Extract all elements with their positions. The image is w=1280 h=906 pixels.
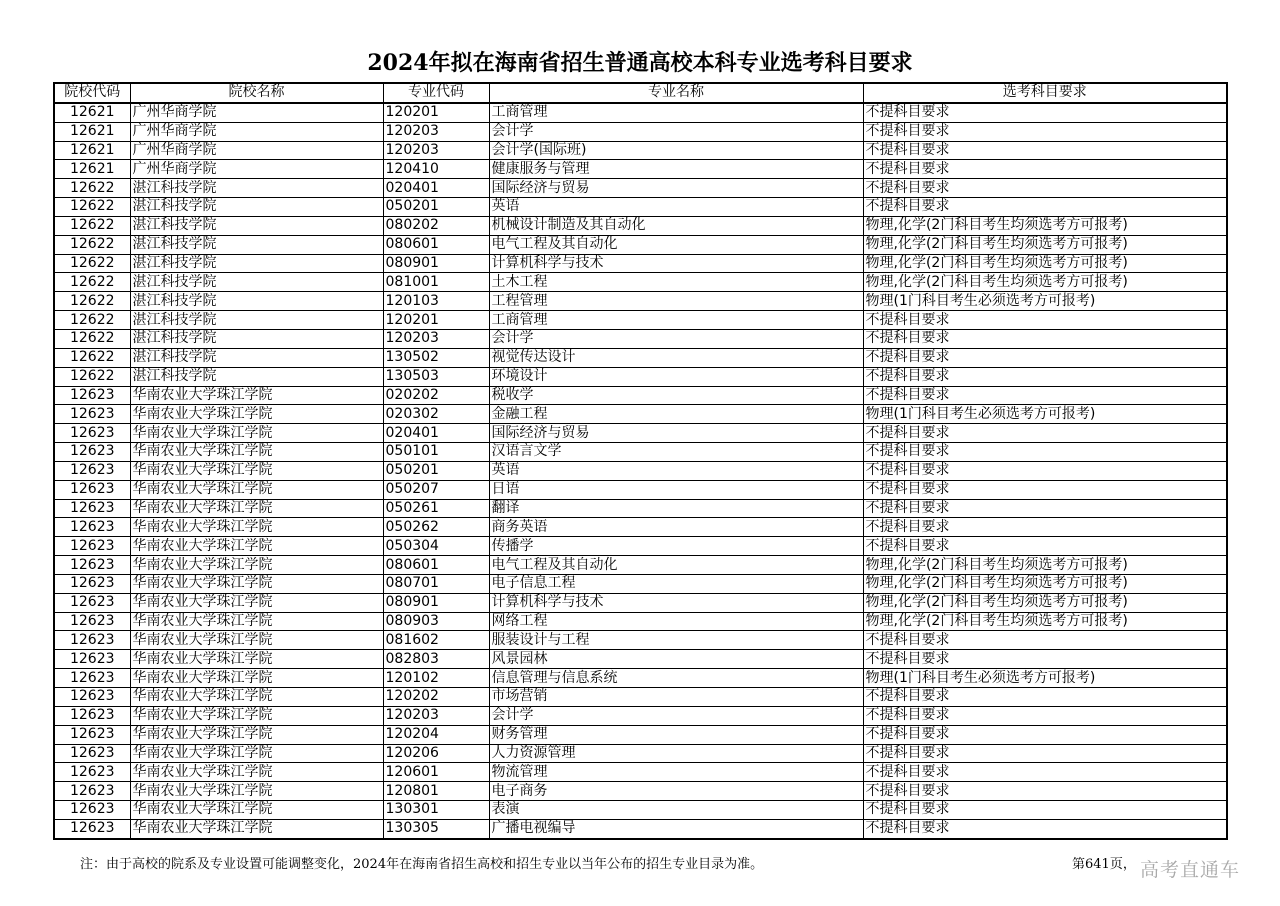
school-code-cell: 12623 <box>54 612 130 631</box>
major-name-cell: 商务英语 <box>489 518 863 537</box>
table-row <box>54 650 1227 669</box>
major-name-cell: 工程管理 <box>489 292 863 311</box>
page-number: 第641页， <box>1072 857 1136 872</box>
subject-requirement-cell: 物理,化学(2门科目考生均须选考方可报考) <box>863 556 1227 575</box>
major-code-cell: 080901 <box>383 593 489 612</box>
school-name-cell: 湛江科技学院 <box>130 311 383 330</box>
header-major-name: 专业名称 <box>489 83 863 103</box>
major-code-cell: 050261 <box>383 499 489 518</box>
major-name-cell: 机械设计制造及其自动化 <box>489 216 863 235</box>
school-name-cell: 华南农业大学珠江学院 <box>130 480 383 499</box>
subject-requirement-cell: 不提科目要求 <box>863 122 1227 141</box>
table-row <box>54 424 1227 443</box>
school-name-cell: 广州华商学院 <box>130 141 383 160</box>
subject-requirement-cell: 不提科目要求 <box>863 443 1227 462</box>
major-name-cell: 会计学 <box>489 329 863 348</box>
school-code-cell: 12621 <box>54 122 130 141</box>
school-name-cell: 华南农业大学珠江学院 <box>130 424 383 443</box>
subject-requirement-cell: 不提科目要求 <box>863 688 1227 707</box>
school-code-cell: 12622 <box>54 254 130 273</box>
school-code-cell: 12623 <box>54 386 130 405</box>
major-name-cell: 人力资源管理 <box>489 744 863 763</box>
school-name-cell: 湛江科技学院 <box>130 254 383 273</box>
major-name-cell: 电子信息工程 <box>489 574 863 593</box>
school-name-cell: 华南农业大学珠江学院 <box>130 405 383 424</box>
subject-requirement-cell: 不提科目要求 <box>863 179 1227 198</box>
table-row <box>54 160 1227 179</box>
table-row <box>54 311 1227 330</box>
subject-requirement-cell: 物理(1门科目考生必须选考方可报考) <box>863 292 1227 311</box>
major-name-cell: 日语 <box>489 480 863 499</box>
subject-requirement-cell: 物理,化学(2门科目考生均须选考方可报考) <box>863 254 1227 273</box>
subject-requirement-cell: 不提科目要求 <box>863 348 1227 367</box>
subject-requirement-cell: 物理,化学(2门科目考生均须选考方可报考) <box>863 574 1227 593</box>
school-code-cell: 12622 <box>54 348 130 367</box>
major-code-cell: 120203 <box>383 329 489 348</box>
major-code-cell: 081001 <box>383 273 489 292</box>
major-name-cell: 计算机科学与技术 <box>489 254 863 273</box>
subject-requirement-cell: 不提科目要求 <box>863 160 1227 179</box>
table-row <box>54 537 1227 556</box>
major-code-cell: 080701 <box>383 574 489 593</box>
major-code-cell: 050201 <box>383 198 489 217</box>
major-code-cell: 050262 <box>383 518 489 537</box>
school-code-cell: 12621 <box>54 141 130 160</box>
school-name-cell: 华南农业大学珠江学院 <box>130 443 383 462</box>
school-code-cell: 12623 <box>54 556 130 575</box>
school-code-cell: 12623 <box>54 631 130 650</box>
subject-requirement-cell: 不提科目要求 <box>863 725 1227 744</box>
school-code-cell: 12623 <box>54 669 130 688</box>
table-row <box>54 574 1227 593</box>
table-row <box>54 386 1227 405</box>
school-code-cell: 12623 <box>54 706 130 725</box>
subject-requirement-cell: 不提科目要求 <box>863 537 1227 556</box>
school-code-cell: 12623 <box>54 801 130 820</box>
major-code-cell: 120601 <box>383 763 489 782</box>
table-row <box>54 292 1227 311</box>
table-row <box>54 669 1227 688</box>
school-name-cell: 广州华商学院 <box>130 160 383 179</box>
school-name-cell: 华南农业大学珠江学院 <box>130 537 383 556</box>
major-code-cell: 120801 <box>383 782 489 801</box>
major-code-cell: 120203 <box>383 706 489 725</box>
subject-requirement-cell: 不提科目要求 <box>863 782 1227 801</box>
table-row <box>54 763 1227 782</box>
table-row <box>54 443 1227 462</box>
subject-requirement-cell: 物理(1门科目考生必须选考方可报考) <box>863 405 1227 424</box>
subject-requirement-cell: 不提科目要求 <box>863 103 1227 122</box>
school-code-cell: 12623 <box>54 537 130 556</box>
major-name-cell: 风景园林 <box>489 650 863 669</box>
major-name-cell: 会计学 <box>489 706 863 725</box>
school-code-cell: 12623 <box>54 443 130 462</box>
school-code-cell: 12621 <box>54 103 130 122</box>
school-name-cell: 华南农业大学珠江学院 <box>130 744 383 763</box>
school-name-cell: 华南农业大学珠江学院 <box>130 386 383 405</box>
major-code-cell: 050207 <box>383 480 489 499</box>
table-row <box>54 329 1227 348</box>
school-code-cell: 12622 <box>54 292 130 311</box>
major-code-cell: 120102 <box>383 669 489 688</box>
school-name-cell: 华南农业大学珠江学院 <box>130 612 383 631</box>
school-code-cell: 12623 <box>54 405 130 424</box>
school-code-cell: 12623 <box>54 499 130 518</box>
subject-requirement-cell: 不提科目要求 <box>863 367 1227 386</box>
table-row <box>54 593 1227 612</box>
major-code-cell: 130502 <box>383 348 489 367</box>
subject-requirement-cell: 不提科目要求 <box>863 424 1227 443</box>
school-code-cell: 12623 <box>54 763 130 782</box>
subject-requirement-cell: 不提科目要求 <box>863 631 1227 650</box>
school-name-cell: 华南农业大学珠江学院 <box>130 631 383 650</box>
school-name-cell: 华南农业大学珠江学院 <box>130 461 383 480</box>
table-row <box>54 801 1227 820</box>
major-name-cell: 金融工程 <box>489 405 863 424</box>
major-code-cell: 120410 <box>383 160 489 179</box>
major-code-cell: 020302 <box>383 405 489 424</box>
subject-requirement-cell: 不提科目要求 <box>863 819 1227 838</box>
major-name-cell: 传播学 <box>489 537 863 556</box>
major-code-cell: 020401 <box>383 424 489 443</box>
school-name-cell: 广州华商学院 <box>130 122 383 141</box>
page-title: 2024年拟在海南省招生普通高校本科专业选考科目要求 <box>367 50 913 76</box>
table-row <box>54 688 1227 707</box>
school-name-cell: 华南农业大学珠江学院 <box>130 782 383 801</box>
school-name-cell: 华南农业大学珠江学院 <box>130 518 383 537</box>
school-name-cell: 湛江科技学院 <box>130 348 383 367</box>
table-row <box>54 235 1227 254</box>
school-code-cell: 12623 <box>54 725 130 744</box>
major-code-cell: 120201 <box>383 311 489 330</box>
school-code-cell: 12623 <box>54 518 130 537</box>
major-code-cell: 082803 <box>383 650 489 669</box>
school-name-cell: 湛江科技学院 <box>130 179 383 198</box>
subject-requirement-cell: 不提科目要求 <box>863 329 1227 348</box>
major-code-cell: 080901 <box>383 254 489 273</box>
school-code-cell: 12622 <box>54 216 130 235</box>
school-name-cell: 湛江科技学院 <box>130 235 383 254</box>
school-name-cell: 华南农业大学珠江学院 <box>130 819 383 838</box>
major-code-cell: 120201 <box>383 103 489 122</box>
header-subject-requirement: 选考科目要求 <box>863 83 1227 103</box>
major-code-cell: 120203 <box>383 141 489 160</box>
major-name-cell: 广播电视编导 <box>489 819 863 838</box>
major-name-cell: 财务管理 <box>489 725 863 744</box>
major-name-cell: 会计学(国际班) <box>489 141 863 160</box>
school-code-cell: 12623 <box>54 688 130 707</box>
major-code-cell: 080202 <box>383 216 489 235</box>
table-row <box>54 518 1227 537</box>
major-name-cell: 视觉传达设计 <box>489 348 863 367</box>
major-name-cell: 翻译 <box>489 499 863 518</box>
school-code-cell: 12623 <box>54 480 130 499</box>
school-name-cell: 华南农业大学珠江学院 <box>130 556 383 575</box>
major-name-cell: 汉语言文学 <box>489 443 863 462</box>
school-code-cell: 12622 <box>54 198 130 217</box>
major-name-cell: 市场营销 <box>489 688 863 707</box>
subject-requirement-cell: 不提科目要求 <box>863 386 1227 405</box>
major-code-cell: 080903 <box>383 612 489 631</box>
school-name-cell: 华南农业大学珠江学院 <box>130 706 383 725</box>
major-name-cell: 健康服务与管理 <box>489 160 863 179</box>
school-code-cell: 12623 <box>54 744 130 763</box>
major-name-cell: 环境设计 <box>489 367 863 386</box>
school-name-cell: 湛江科技学院 <box>130 367 383 386</box>
school-name-cell: 华南农业大学珠江学院 <box>130 499 383 518</box>
header-school-name: 院校名称 <box>130 83 383 103</box>
subject-requirement-cell: 不提科目要求 <box>863 801 1227 820</box>
major-name-cell: 税收学 <box>489 386 863 405</box>
table-row <box>54 216 1227 235</box>
table-row <box>54 273 1227 292</box>
major-name-cell: 计算机科学与技术 <box>489 593 863 612</box>
major-code-cell: 120103 <box>383 292 489 311</box>
school-code-cell: 12621 <box>54 160 130 179</box>
header-school-code: 院校代码 <box>54 83 130 103</box>
major-code-cell: 120203 <box>383 122 489 141</box>
major-name-cell: 电子商务 <box>489 782 863 801</box>
subject-requirement-cell: 物理,化学(2门科目考生均须选考方可报考) <box>863 273 1227 292</box>
school-code-cell: 12622 <box>54 179 130 198</box>
table-row <box>54 405 1227 424</box>
subject-requirement-cell: 不提科目要求 <box>863 518 1227 537</box>
table-row <box>54 348 1227 367</box>
table-row <box>54 612 1227 631</box>
subject-requirement-cell: 物理(1门科目考生必须选考方可报考) <box>863 669 1227 688</box>
major-name-cell: 国际经济与贸易 <box>489 179 863 198</box>
school-name-cell: 华南农业大学珠江学院 <box>130 763 383 782</box>
major-name-cell: 英语 <box>489 461 863 480</box>
major-name-cell: 物流管理 <box>489 763 863 782</box>
major-code-cell: 050304 <box>383 537 489 556</box>
table-body <box>54 103 1227 839</box>
school-name-cell: 湛江科技学院 <box>130 273 383 292</box>
major-name-cell: 英语 <box>489 198 863 217</box>
school-code-cell: 12623 <box>54 593 130 612</box>
school-code-cell: 12623 <box>54 650 130 669</box>
school-code-cell: 12622 <box>54 235 130 254</box>
subject-requirement-cell: 不提科目要求 <box>863 461 1227 480</box>
major-code-cell: 020401 <box>383 179 489 198</box>
major-name-cell: 服装设计与工程 <box>489 631 863 650</box>
school-code-cell: 12623 <box>54 574 130 593</box>
major-name-cell: 表演 <box>489 801 863 820</box>
table-row <box>54 179 1227 198</box>
subject-requirement-cell: 物理,化学(2门科目考生均须选考方可报考) <box>863 235 1227 254</box>
school-name-cell: 湛江科技学院 <box>130 198 383 217</box>
school-code-cell: 12623 <box>54 782 130 801</box>
subject-requirement-cell: 不提科目要求 <box>863 480 1227 499</box>
table-row <box>54 744 1227 763</box>
major-name-cell: 工商管理 <box>489 103 863 122</box>
major-code-cell: 050101 <box>383 443 489 462</box>
school-name-cell: 广州华商学院 <box>130 103 383 122</box>
header-major-code: 专业代码 <box>383 83 489 103</box>
school-name-cell: 华南农业大学珠江学院 <box>130 688 383 707</box>
school-name-cell: 湛江科技学院 <box>130 329 383 348</box>
major-code-cell: 081602 <box>383 631 489 650</box>
major-code-cell: 080601 <box>383 235 489 254</box>
major-code-cell: 050201 <box>383 461 489 480</box>
major-code-cell: 130503 <box>383 367 489 386</box>
major-name-cell: 会计学 <box>489 122 863 141</box>
subject-requirement-cell: 不提科目要求 <box>863 744 1227 763</box>
major-code-cell: 120202 <box>383 688 489 707</box>
major-name-cell: 信息管理与信息系统 <box>489 669 863 688</box>
subject-requirement-cell: 不提科目要求 <box>863 763 1227 782</box>
table-row <box>54 706 1227 725</box>
table-row <box>54 499 1227 518</box>
major-code-cell: 120204 <box>383 725 489 744</box>
requirements-table <box>53 82 1228 840</box>
school-name-cell: 华南农业大学珠江学院 <box>130 801 383 820</box>
subject-requirement-cell: 不提科目要求 <box>863 650 1227 669</box>
subject-requirement-cell: 不提科目要求 <box>863 141 1227 160</box>
table-row <box>54 198 1227 217</box>
subject-requirement-cell: 不提科目要求 <box>863 706 1227 725</box>
school-code-cell: 12622 <box>54 329 130 348</box>
major-name-cell: 网络工程 <box>489 612 863 631</box>
school-name-cell: 华南农业大学珠江学院 <box>130 650 383 669</box>
subject-requirement-cell: 物理,化学(2门科目考生均须选考方可报考) <box>863 216 1227 235</box>
table-row <box>54 141 1227 160</box>
school-code-cell: 12623 <box>54 461 130 480</box>
table-row <box>54 461 1227 480</box>
table-row <box>54 725 1227 744</box>
major-code-cell: 130305 <box>383 819 489 838</box>
subject-requirement-cell: 物理,化学(2门科目考生均须选考方可报考) <box>863 612 1227 631</box>
table-row <box>54 782 1227 801</box>
school-code-cell: 12623 <box>54 424 130 443</box>
school-code-cell: 12622 <box>54 367 130 386</box>
table-row <box>54 631 1227 650</box>
subject-requirement-cell: 不提科目要求 <box>863 198 1227 217</box>
table-row <box>54 103 1227 122</box>
major-code-cell: 130301 <box>383 801 489 820</box>
major-name-cell: 电气工程及其自动化 <box>489 556 863 575</box>
table-row <box>54 556 1227 575</box>
table-row <box>54 122 1227 141</box>
school-name-cell: 华南农业大学珠江学院 <box>130 574 383 593</box>
subject-requirement-cell: 物理,化学(2门科目考生均须选考方可报考) <box>863 593 1227 612</box>
major-name-cell: 土木工程 <box>489 273 863 292</box>
school-name-cell: 湛江科技学院 <box>130 216 383 235</box>
major-name-cell: 电气工程及其自动化 <box>489 235 863 254</box>
school-code-cell: 12622 <box>54 273 130 292</box>
table-row <box>54 254 1227 273</box>
school-code-cell: 12623 <box>54 819 130 838</box>
school-name-cell: 华南农业大学珠江学院 <box>130 669 383 688</box>
table-header-row <box>54 83 1227 103</box>
footer-note: 注：由于高校的院系及专业设置可能调整变化，2024年在海南省招生高校和招生专业以当年公布的招生专业目录为准。 <box>80 857 764 872</box>
school-code-cell: 12622 <box>54 311 130 330</box>
subject-requirement-cell: 不提科目要求 <box>863 311 1227 330</box>
major-code-cell: 020202 <box>383 386 489 405</box>
table-row <box>54 480 1227 499</box>
school-name-cell: 华南农业大学珠江学院 <box>130 593 383 612</box>
table-row <box>54 367 1227 386</box>
subject-requirement-cell: 不提科目要求 <box>863 499 1227 518</box>
major-name-cell: 工商管理 <box>489 311 863 330</box>
school-name-cell: 湛江科技学院 <box>130 292 383 311</box>
table-row <box>54 819 1227 838</box>
school-name-cell: 华南农业大学珠江学院 <box>130 725 383 744</box>
major-code-cell: 120206 <box>383 744 489 763</box>
major-code-cell: 080601 <box>383 556 489 575</box>
major-name-cell: 国际经济与贸易 <box>489 424 863 443</box>
watermark: 高考直通车 <box>1140 859 1241 881</box>
